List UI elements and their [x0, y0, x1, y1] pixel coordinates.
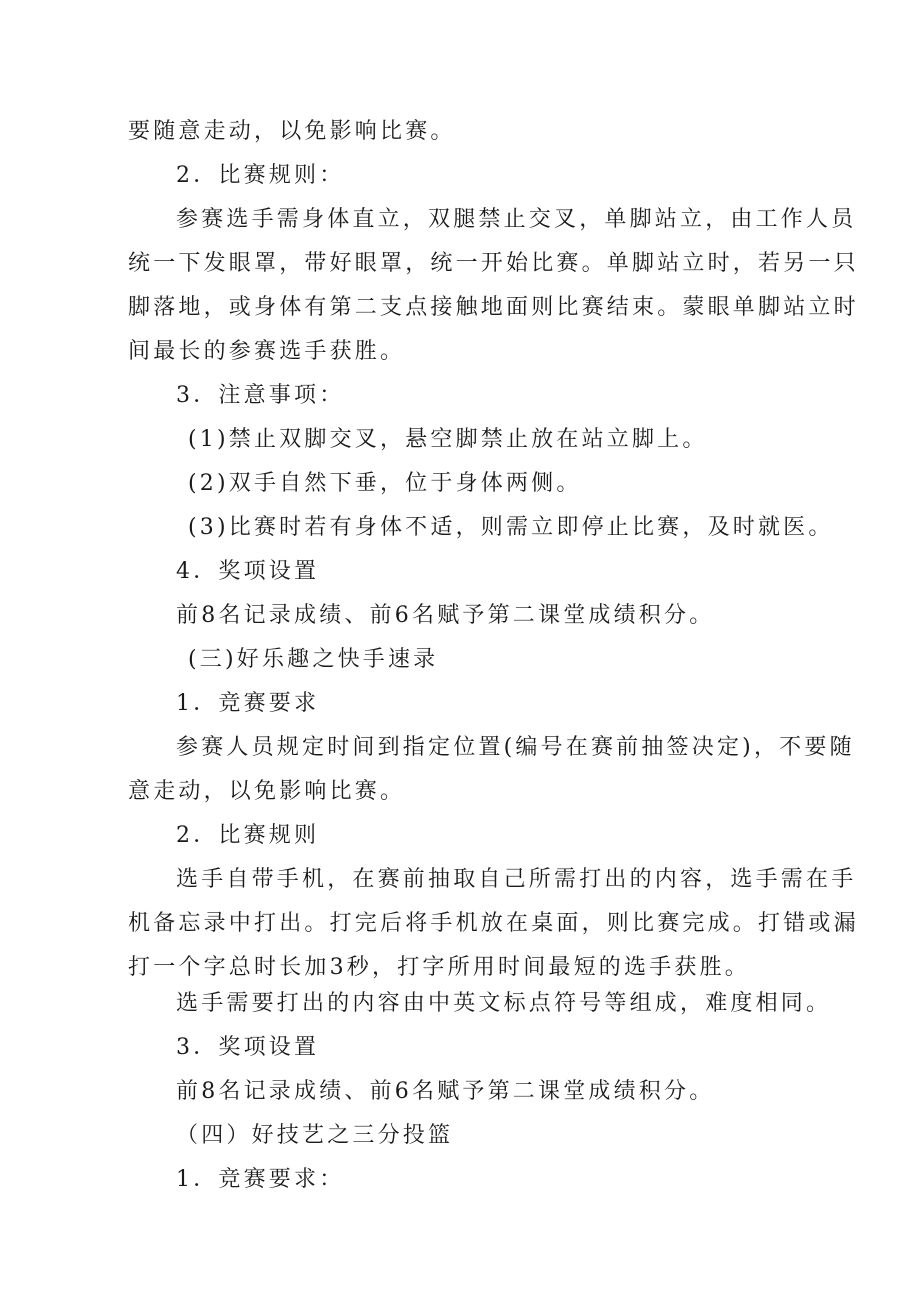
- subsection-heading: (三)好乐趣之快手速录: [188, 647, 439, 672]
- paragraph-line: 前8名记录成绩、前6名赋予第二课堂成绩积分。: [176, 1079, 715, 1104]
- paragraph-line: 前8名记录成绩、前6名赋予第二课堂成绩积分。: [176, 603, 715, 628]
- paragraph-line: 打一个字总时长加3秒，打字所用时间最短的选手获胜。: [128, 955, 750, 980]
- section-heading-rules: 2．比赛规则：: [176, 163, 345, 188]
- paragraph-line: 选手自带手机，在赛前抽取自己所需打出的内容，选手需在手: [176, 867, 857, 892]
- section-heading-notes: 3．注意事项：: [176, 383, 345, 408]
- list-item: (3)比赛时若有身体不适，则需立即停止比赛，及时就医。: [188, 515, 834, 540]
- paragraph-line: 间最长的参赛选手获胜。: [128, 339, 406, 364]
- paragraph-line: 脚落地，或身体有第二支点接触地面则比赛结束。蒙眼单脚站立时: [128, 295, 859, 320]
- paragraph-line: 统一下发眼罩，带好眼罩，统一开始比赛。单脚站立时，若另一只: [128, 251, 859, 276]
- subsection-heading: （四）好技艺之三分投篮: [176, 1123, 454, 1148]
- section-heading-requirements: 1．竞赛要求: [176, 691, 320, 716]
- list-item: (1)禁止双脚交叉，悬空脚禁止放在站立脚上。: [188, 427, 708, 452]
- paragraph-line: 意走动，以免影响比赛。: [128, 779, 406, 804]
- section-heading-rules: 2．比赛规则: [176, 823, 320, 848]
- paragraph-line: 选手需要打出的内容由中英文标点符号等组成，难度相同。: [176, 991, 832, 1016]
- paragraph-line: 机备忘录中打出。打完后将手机放在桌面，则比赛完成。打错或漏: [128, 911, 859, 936]
- section-heading-requirements: 1．竞赛要求：: [176, 1167, 345, 1192]
- list-item: (2)双手自然下垂，位于身体两侧。: [188, 471, 582, 496]
- section-heading-awards: 3．奖项设置: [176, 1035, 320, 1060]
- section-heading-awards: 4．奖项设置: [176, 559, 320, 584]
- paragraph-line: 参赛选手需身体直立，双腿禁止交叉，单脚站立，由工作人员: [176, 207, 857, 232]
- paragraph-continuation: 要随意走动，以免影响比赛。: [128, 119, 456, 144]
- paragraph-line: 参赛人员规定时间到指定位置(编号在赛前抽签决定)，不要随: [176, 735, 855, 760]
